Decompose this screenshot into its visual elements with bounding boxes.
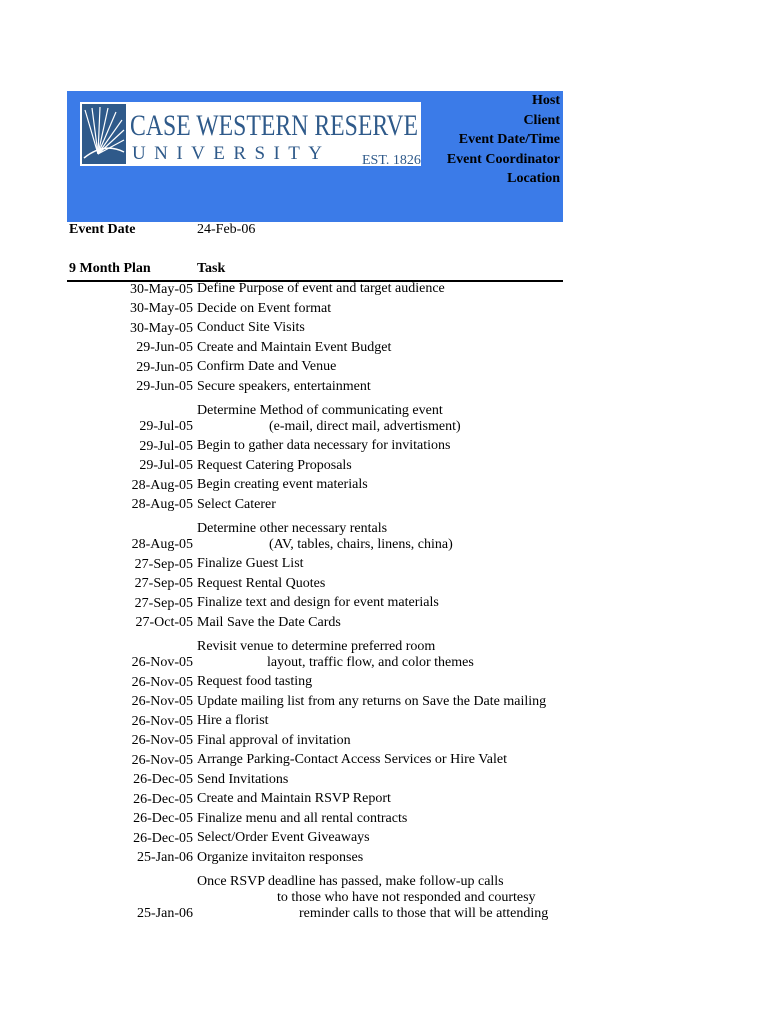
task-row <box>0 850 768 870</box>
task-date: 28-Aug-05 <box>131 537 193 552</box>
task-text: reminder calls to those that will be attending <box>299 906 549 921</box>
task-date: 30-May-05 <box>130 320 193 336</box>
logo-est: EST. 1826 <box>362 153 421 168</box>
task-row <box>0 458 768 478</box>
task-text: Select/Order Event Giveaways <box>197 830 370 845</box>
task-text: Secure speakers, entertainment <box>197 378 371 394</box>
plan-column-header: 9 Month Plan <box>69 261 151 276</box>
task-date: 27-Sep-05 <box>134 556 193 572</box>
task-date: 30-May-05 <box>130 281 193 297</box>
task-date: 26-Nov-05 <box>131 674 193 690</box>
event-date-label: Event Date <box>69 222 136 237</box>
task-text: Send Invitations <box>197 771 289 787</box>
task-date: 27-Sep-05 <box>134 595 193 611</box>
task-row <box>0 869 768 925</box>
task-text: Decide on Event format <box>197 300 332 316</box>
task-date: 26-Dec-05 <box>133 811 193 826</box>
task-row <box>0 830 768 850</box>
task-date: 26-Nov-05 <box>131 694 193 709</box>
task-row <box>0 713 768 733</box>
task-row <box>0 301 768 321</box>
task-text: Request Rental Quotes <box>197 575 326 591</box>
task-text: Determine Method of communicating event <box>197 403 443 418</box>
task-text: Final approval of invitation <box>197 732 351 748</box>
task-text: Finalize menu and all rental contracts <box>197 810 408 826</box>
label-host: Host <box>532 93 560 108</box>
task-text: Request Catering Proposals <box>197 457 352 473</box>
task-text: Arrange Parking-Contact Access Services or Hire Valet <box>197 752 507 767</box>
task-row <box>0 438 768 458</box>
task-text: Organize invitaiton responses <box>197 849 364 865</box>
task-text: Determine other necessary rentals <box>197 521 388 536</box>
task-row <box>0 340 768 360</box>
task-row <box>0 733 768 753</box>
header-labels <box>447 91 560 189</box>
task-row <box>0 359 768 379</box>
task-date: 27-Sep-05 <box>134 576 193 591</box>
task-date: 29-Jun-05 <box>136 340 193 355</box>
task-text: Hire a florist <box>197 713 269 728</box>
label-event-date-time: Event Date/Time <box>458 132 560 147</box>
task-text: Define Purpose of event and target audience <box>197 281 445 296</box>
task-date: 29-Jul-05 <box>139 438 193 454</box>
task-date: 26-Dec-05 <box>133 791 193 807</box>
task-text: Select Caterer <box>197 496 276 512</box>
task-date: 28-Aug-05 <box>131 477 193 493</box>
task-row <box>0 556 768 576</box>
task-date: 26-Nov-05 <box>131 655 193 670</box>
task-text: Mail Save the Date Cards <box>197 614 341 630</box>
task-row <box>0 772 768 792</box>
task-text: to those who have not responded and courtesy <box>277 890 536 905</box>
task-text: Begin to gather data necessary for invitations <box>197 438 451 453</box>
task-date: 26-Nov-05 <box>131 733 193 748</box>
task-row <box>0 694 768 714</box>
university-logo <box>80 102 421 166</box>
task-row <box>0 281 768 301</box>
task-date: 27-Oct-05 <box>135 615 193 630</box>
task-row <box>0 674 768 694</box>
task-row <box>0 595 768 615</box>
task-text: Create and Maintain RSVP Report <box>197 791 391 806</box>
task-row <box>0 398 768 438</box>
task-date: 30-May-05 <box>130 301 193 316</box>
task-row <box>0 752 768 772</box>
task-text: Request food tasting <box>197 674 313 689</box>
label-location: Location <box>507 171 560 186</box>
task-row <box>0 634 768 674</box>
task-text: Revisit venue to determine preferred room <box>197 639 436 654</box>
task-date: 26-Dec-05 <box>133 830 193 846</box>
task-text: (e-mail, direct mail, advertisment) <box>269 419 461 434</box>
task-date: 26-Nov-05 <box>131 752 193 768</box>
task-date: 26-Dec-05 <box>133 772 193 787</box>
task-text: (AV, tables, chairs, linens, china) <box>269 537 453 552</box>
task-date: 29-Jul-05 <box>139 458 193 473</box>
task-row <box>0 379 768 399</box>
label-client: Client <box>523 112 560 128</box>
task-date: 26-Nov-05 <box>131 713 193 729</box>
task-date: 25-Jan-06 <box>137 906 193 921</box>
task-row <box>0 477 768 497</box>
task-text: Finalize text and design for event materials <box>197 595 439 610</box>
task-text: Create and Maintain Event Budget <box>197 339 392 355</box>
label-event-coordinator: Event Coordinator <box>446 151 560 167</box>
task-text: layout, traffic flow, and color themes <box>267 655 474 670</box>
task-row <box>0 576 768 596</box>
task-text: Once RSVP deadline has passed, make follow-up calls <box>197 874 504 889</box>
task-text: Confirm Date and Venue <box>197 359 337 374</box>
task-date: 28-Aug-05 <box>131 497 193 512</box>
task-date: 29-Jun-05 <box>136 359 193 375</box>
logo-sub: UNIVERSITY <box>132 143 322 164</box>
task-row <box>0 615 768 635</box>
task-row <box>0 811 768 831</box>
task-date: 25-Jan-06 <box>137 850 193 865</box>
task-text: Finalize Guest List <box>197 556 304 571</box>
task-text: Begin creating event materials <box>197 477 368 492</box>
task-row <box>0 791 768 811</box>
task-row <box>0 516 768 556</box>
task-date: 29-Jul-05 <box>139 419 193 434</box>
task-column-header: Task <box>197 261 226 276</box>
task-text: Conduct Site Visits <box>197 320 305 335</box>
task-row <box>0 497 768 517</box>
logo-name: CASE WESTERN RESERVE <box>130 110 418 142</box>
task-text: Update mailing list from any returns on Save the Date mailing <box>197 693 547 709</box>
task-date: 29-Jun-05 <box>136 379 193 394</box>
event-date-value: 24-Feb-06 <box>197 222 256 237</box>
task-row <box>0 320 768 340</box>
